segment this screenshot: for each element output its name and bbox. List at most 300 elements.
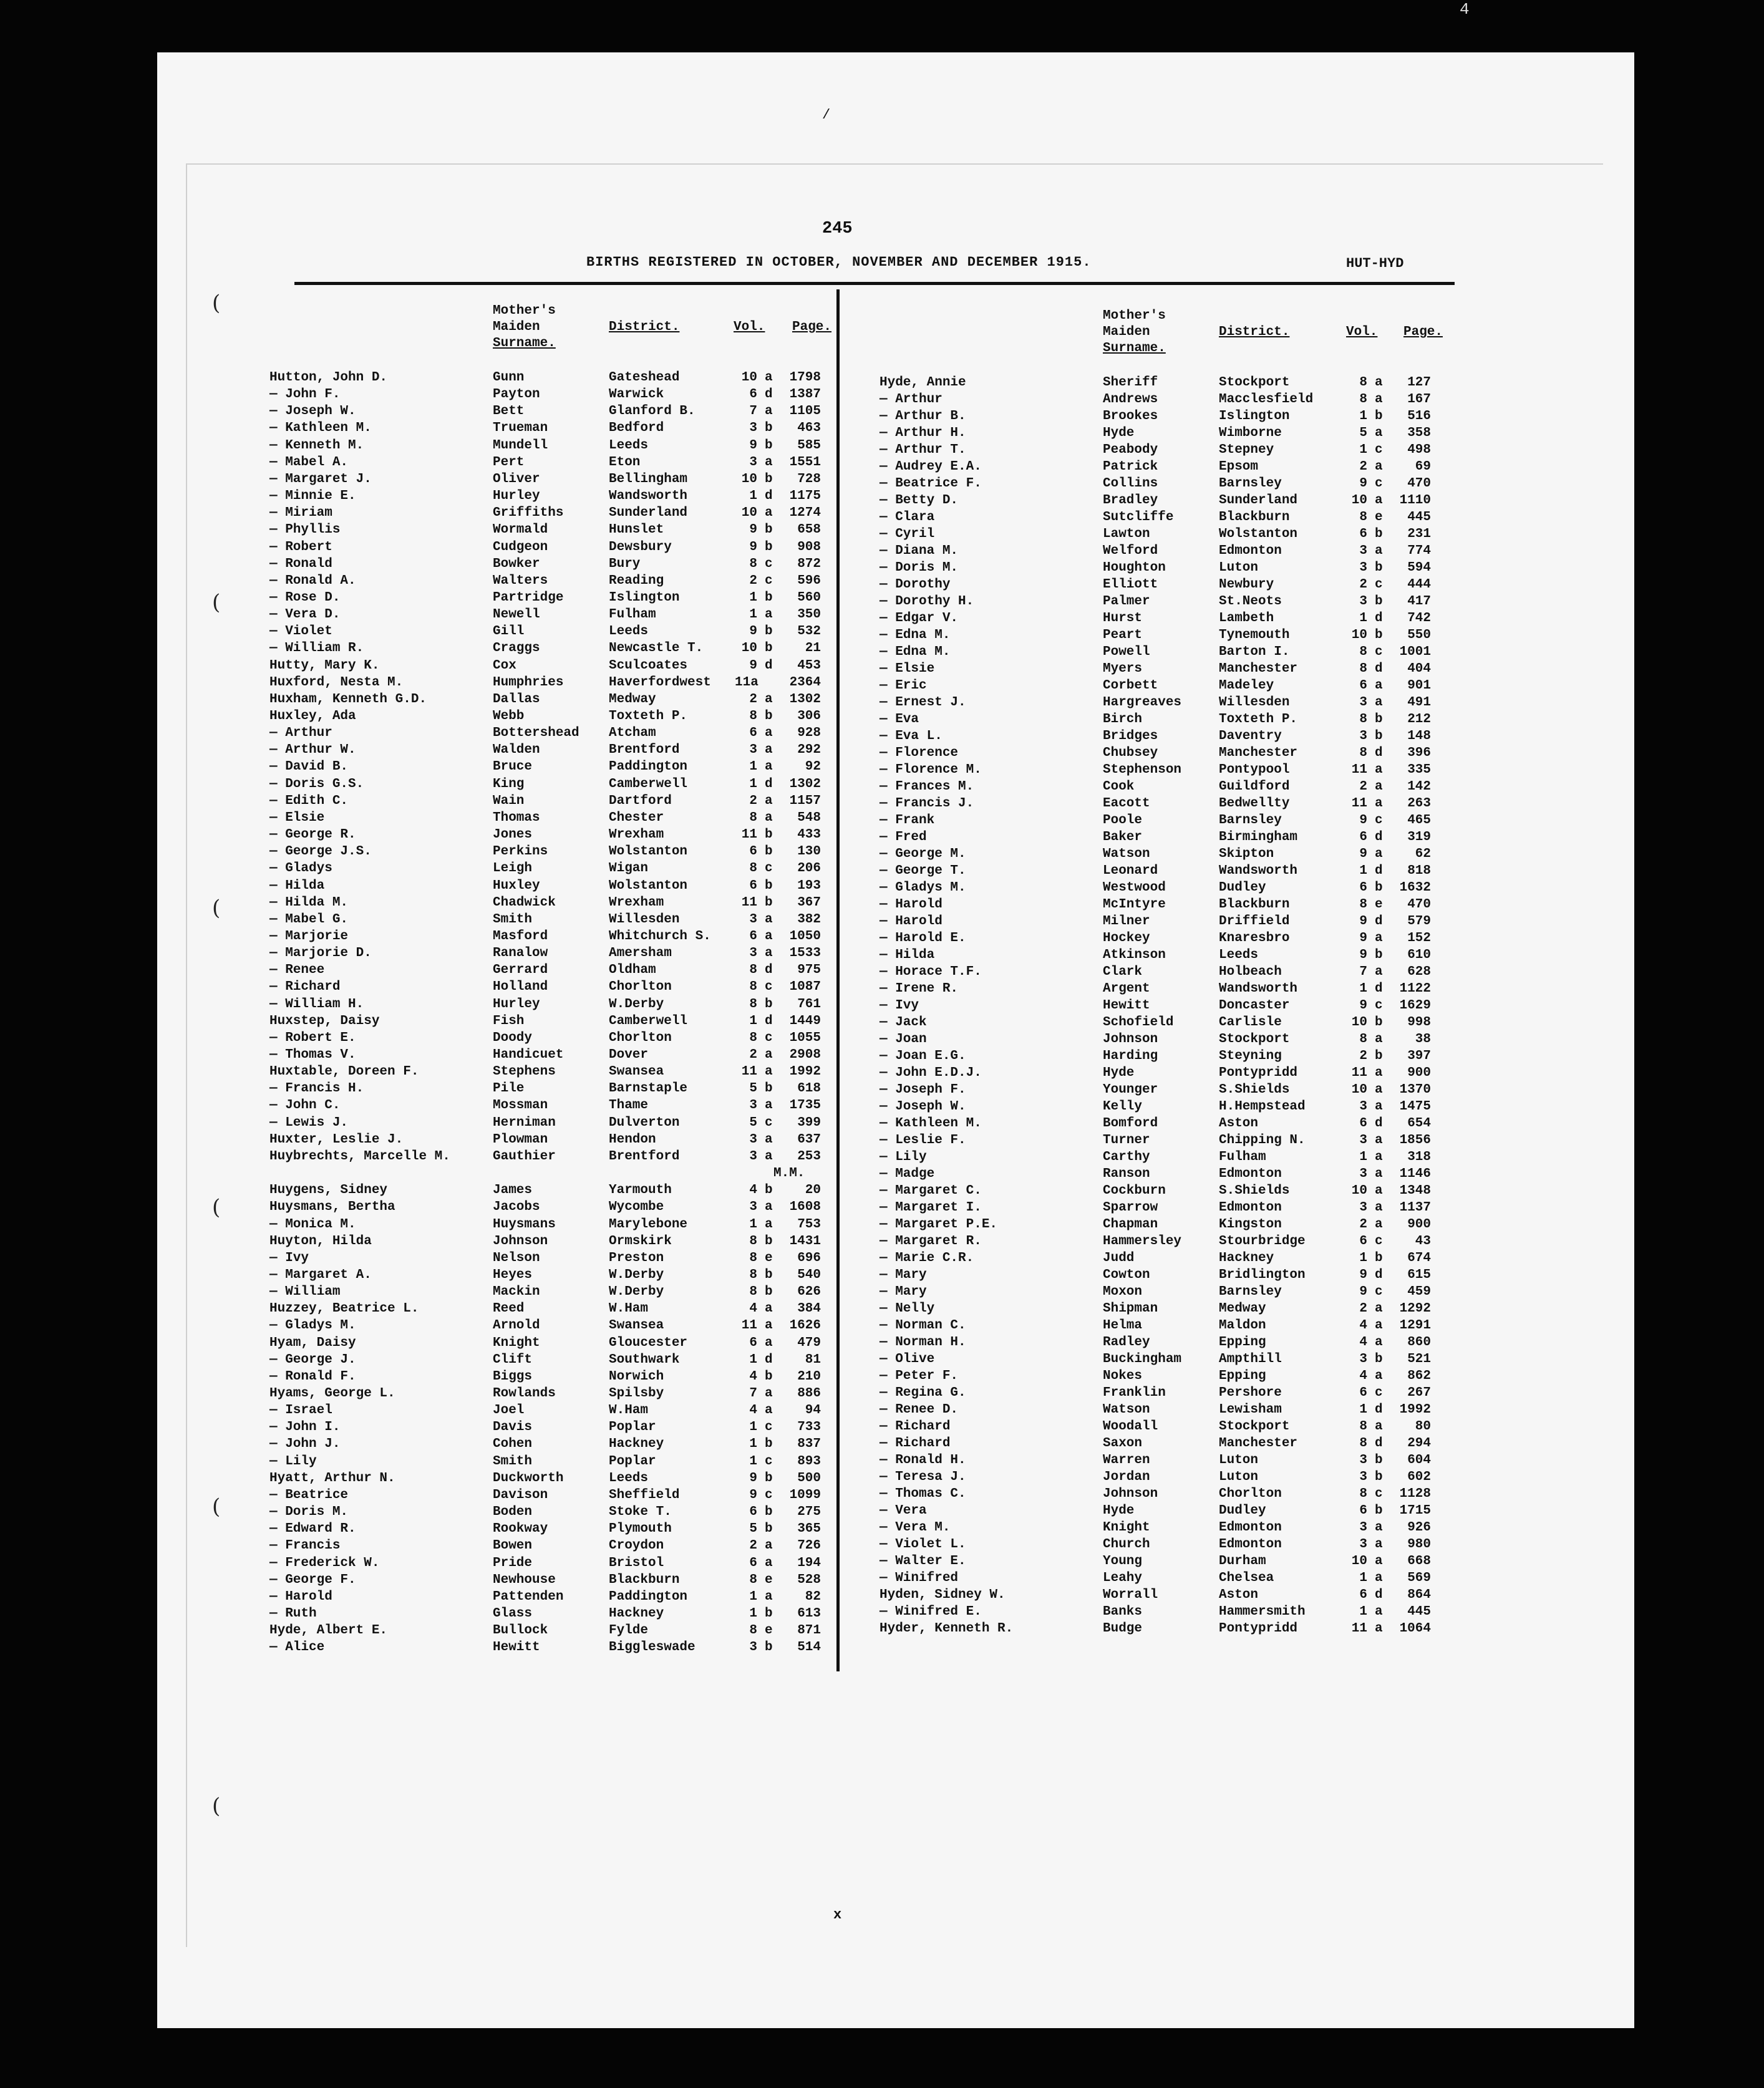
page-reference: 69	[1415, 460, 1431, 474]
mother-maiden-surname: Plowman	[493, 1132, 548, 1147]
mother-maiden-surname: Mossman	[493, 1098, 548, 1113]
volume-number: 1	[1359, 864, 1367, 878]
volume-number: 9	[749, 1471, 757, 1486]
volume-letter: a	[765, 1386, 773, 1401]
registration-district: Bellingham	[609, 471, 688, 486]
volume-letter: b	[1375, 527, 1383, 541]
mother-maiden-surname: Lawton	[1103, 527, 1150, 541]
entry-name: — Lewis J.	[269, 1115, 349, 1130]
mother-maiden-surname: James	[493, 1183, 533, 1198]
mother-maiden-surname: Poole	[1103, 813, 1143, 828]
mother-maiden-surname: Griffiths	[493, 506, 564, 521]
volume-number: 6	[749, 1335, 757, 1350]
volume-number: 10	[1351, 628, 1367, 642]
entry-name: — John E.D.J.	[880, 1066, 982, 1080]
volume-number: 8	[1359, 662, 1367, 676]
volume-number: 3	[749, 421, 757, 436]
entry-name: — Vera	[880, 1504, 927, 1518]
registration-district: Stockport	[1219, 1419, 1290, 1434]
mother-maiden-surname: Chubsey	[1103, 746, 1158, 760]
entry-name: — David B.	[269, 760, 349, 775]
entry-name: — Eric	[880, 679, 927, 693]
volume-letter: b	[1375, 409, 1383, 423]
entry-name: — Israel	[269, 1403, 332, 1418]
entry-name: — Marjorie	[269, 929, 349, 944]
mother-maiden-surname: Bridges	[1103, 729, 1158, 743]
registration-district: Islington	[609, 590, 680, 605]
volume-letter: b	[1375, 881, 1383, 895]
volume-number: 8	[1359, 510, 1367, 524]
volume-number: 3	[749, 1149, 757, 1164]
mother-maiden-surname: Pert	[493, 455, 525, 470]
entry-name: — Marjorie D.	[269, 946, 372, 961]
left-mother-header: Mother's Maiden Surname.	[493, 304, 556, 350]
volume-letter: a	[1375, 493, 1383, 508]
volume-number: 11a	[735, 675, 758, 690]
page-reference: 1533	[789, 946, 821, 961]
volume-letter: b	[765, 1471, 773, 1486]
volume-number: 9	[1359, 1268, 1367, 1282]
volume-letter: b	[1375, 1470, 1383, 1484]
page-reference: 38	[1415, 1032, 1431, 1046]
page-reference: 516	[1407, 409, 1431, 423]
volume-letter: b	[765, 1183, 773, 1198]
registration-district: Edmonton	[1219, 544, 1282, 558]
volume-letter: a	[765, 1065, 773, 1080]
registration-district: Preston	[609, 1250, 664, 1265]
entry-name: — Phyllis	[269, 523, 341, 538]
entry-name: — Frederick W.	[269, 1555, 380, 1570]
entry-name: — Richard	[880, 1436, 951, 1451]
page-reference: 1798	[789, 370, 821, 385]
volume-letter: b	[1375, 948, 1383, 962]
page-reference: 594	[1407, 561, 1431, 575]
registration-district: Hunslet	[609, 523, 664, 538]
entry-name: — Joseph W.	[880, 1100, 966, 1114]
mother-maiden-surname: Craggs	[493, 641, 540, 656]
page-reference: 1715	[1399, 1504, 1431, 1518]
left-page-header: Page.	[792, 320, 832, 334]
page-reference: 1110	[1399, 493, 1431, 508]
registration-district: Wrexham	[609, 895, 664, 910]
volume-number: 9	[1359, 847, 1367, 861]
entry-name: — Cyril	[880, 527, 935, 541]
volume-number: 6	[749, 1555, 757, 1570]
registration-district: Chorlton	[609, 1030, 672, 1045]
volume-number: 6	[1359, 1386, 1367, 1400]
mother-maiden-surname: Perkins	[493, 844, 548, 859]
registration-district: Leeds	[609, 624, 649, 639]
volume-letter: b	[765, 844, 773, 859]
entry-name: M.M.	[773, 1166, 805, 1181]
volume-number: 6	[1359, 679, 1367, 693]
entry-name: — Joan	[880, 1032, 927, 1046]
registration-district: Epping	[1219, 1335, 1266, 1350]
registration-district: Oldham	[609, 963, 656, 978]
volume-number: 7	[1359, 965, 1367, 979]
volume-number: 6	[749, 387, 757, 402]
mother-maiden-surname: Kelly	[1103, 1100, 1143, 1114]
mother-maiden-surname: Hurley	[493, 997, 540, 1012]
volume-letter: c	[765, 1420, 773, 1435]
volume-number: 3	[749, 912, 757, 927]
registration-district: Hackney	[609, 1606, 664, 1621]
registration-district: Sunderland	[1219, 493, 1298, 508]
entry-name: — Margaret A.	[269, 1267, 372, 1282]
entry-name: — Florence M.	[880, 763, 982, 777]
entry-name: Huygens, Sidney	[269, 1183, 388, 1198]
binding-mark-5: (	[212, 1494, 221, 1519]
entry-name: — Winifred	[880, 1571, 959, 1585]
registration-district: Biggleswade	[609, 1640, 695, 1655]
registration-district: Spilsby	[609, 1386, 664, 1401]
entry-name: — Gladys M.	[269, 1318, 356, 1333]
page-reference: 975	[797, 963, 821, 978]
mother-maiden-surname: Sparrow	[1103, 1201, 1158, 1215]
volume-number: 6	[749, 929, 757, 944]
mother-maiden-surname: Leonard	[1103, 864, 1158, 878]
mother-maiden-surname: Herniman	[493, 1115, 556, 1130]
page-reference: 1387	[789, 387, 821, 402]
volume-number: 8	[1359, 375, 1367, 390]
mother-maiden-surname: Birch	[1103, 712, 1143, 727]
volume-letter: d	[765, 1352, 773, 1367]
mother-maiden-surname: Corbett	[1103, 679, 1158, 693]
mother-maiden-surname: Bottershead	[493, 726, 579, 741]
page-reference: 864	[1407, 1588, 1431, 1602]
registration-district: Islington	[1219, 409, 1290, 423]
mother-maiden-surname: Partridge	[493, 590, 564, 605]
entry-name: Hyde, Albert E.	[269, 1623, 388, 1638]
volume-letter: b	[1375, 1504, 1383, 1518]
page-reference: 142	[1407, 780, 1431, 794]
volume-number: 3	[1359, 1470, 1367, 1484]
volume-letter: a	[765, 1318, 773, 1333]
mother-maiden-surname: Wormald	[493, 523, 548, 538]
mother-maiden-surname: Hargreaves	[1103, 695, 1182, 710]
volume-letter: b	[765, 1522, 773, 1537]
volume-letter: d	[1375, 611, 1383, 626]
entry-name: — Arthur B.	[880, 409, 966, 423]
entry-name: — John C.	[269, 1098, 341, 1113]
volume-letter: b	[765, 539, 773, 554]
volume-number: 9	[1359, 998, 1367, 1013]
mother-maiden-surname: Leahy	[1103, 1571, 1143, 1585]
volume-letter: d	[765, 1013, 773, 1028]
page-reference: 1608	[789, 1200, 821, 1215]
entry-name: — William R.	[269, 641, 364, 656]
volume-letter: d	[1375, 1268, 1383, 1282]
volume-letter: a	[765, 760, 773, 775]
entry-name: — Harold	[880, 914, 943, 929]
page-number: 245	[822, 220, 853, 238]
volume-letter: d	[765, 963, 773, 978]
entry-name: — Beatrice	[269, 1487, 349, 1502]
registration-district: Dudley	[1219, 1504, 1266, 1518]
mother-maiden-surname: Rookway	[493, 1522, 548, 1537]
mother-maiden-surname: Young	[1103, 1554, 1143, 1568]
entry-name: — Arthur T.	[880, 443, 966, 457]
page-reference: 404	[1407, 662, 1431, 676]
entry-name: — Richard	[269, 980, 341, 995]
entry-name: Huybrechts, Marcelle M.	[269, 1149, 450, 1164]
registration-district: Edmonton	[1219, 1167, 1282, 1181]
registration-district: Bridlington	[1219, 1268, 1306, 1282]
volume-letter: a	[1375, 847, 1383, 861]
volume-number: 1	[749, 1454, 757, 1469]
volume-number: 9	[749, 523, 757, 538]
page-reference: 500	[797, 1471, 821, 1486]
entry-name: — Eva	[880, 712, 919, 727]
entry-name: — Ivy	[880, 998, 919, 1013]
mother-maiden-surname: Brookes	[1103, 409, 1158, 423]
page-reference: 1105	[789, 404, 821, 419]
corner-mark: 4	[1460, 0, 1470, 19]
registration-district: Chelsea	[1219, 1571, 1274, 1585]
entry-name: — Marie C.R.	[880, 1251, 974, 1265]
volume-number: 4	[1359, 1335, 1367, 1350]
page-reference: 818	[1407, 864, 1431, 878]
page-reference: 604	[1407, 1453, 1431, 1467]
mother-maiden-surname: Schofield	[1103, 1015, 1174, 1030]
volume-number: 2	[1359, 780, 1367, 794]
volume-letter: a	[1375, 460, 1383, 474]
volume-letter: a	[765, 1149, 773, 1164]
mother-maiden-surname: Hewitt	[1103, 998, 1150, 1013]
page-reference: 253	[797, 1149, 821, 1164]
entry-name: — Thomas V.	[269, 1048, 356, 1062]
mother-maiden-surname: Cowton	[1103, 1268, 1150, 1282]
volume-letter: e	[1375, 510, 1383, 524]
volume-letter: a	[765, 1403, 773, 1418]
volume-number: 1	[749, 1352, 757, 1367]
volume-number: 2	[749, 793, 757, 808]
entry-name: Huxham, Kenneth G.D.	[269, 692, 427, 707]
mother-maiden-surname: Sutcliffe	[1103, 510, 1174, 524]
volume-letter: b	[765, 1437, 773, 1452]
registration-district: Ormskirk	[609, 1234, 672, 1249]
mother-maiden-surname: Reed	[493, 1302, 525, 1317]
entry-name: — Edith C.	[269, 793, 349, 808]
mother-maiden-surname: Carthy	[1103, 1150, 1150, 1164]
volume-letter: a	[1375, 679, 1383, 693]
entry-name: — George T.	[880, 864, 966, 878]
mother-maiden-surname: Knight	[493, 1335, 540, 1350]
registration-district: Hackney	[1219, 1251, 1274, 1265]
entry-name: Huxley, Ada	[269, 709, 356, 723]
page-reference: 212	[1407, 712, 1431, 727]
mother-maiden-surname: Worrall	[1103, 1588, 1158, 1602]
volume-letter: b	[765, 709, 773, 723]
registration-district: Barnsley	[1219, 813, 1282, 828]
entry-name: — Minnie E.	[269, 489, 356, 504]
entry-name: — Hilda M.	[269, 895, 349, 910]
volume-letter: a	[765, 455, 773, 470]
entry-name: — Elsie	[880, 662, 935, 676]
mother-maiden-surname: Bowen	[493, 1539, 533, 1554]
volume-letter: b	[765, 878, 773, 893]
volume-letter: c	[765, 556, 773, 571]
page-reference: 628	[1407, 965, 1431, 979]
volume-number: 2	[1359, 460, 1367, 474]
volume-number: 2	[1359, 1217, 1367, 1232]
mother-maiden-surname: Pattenden	[493, 1589, 564, 1604]
page-reference: 928	[797, 726, 821, 741]
mother-maiden-surname: Gill	[493, 624, 525, 639]
mother-maiden-surname: Payton	[493, 387, 540, 402]
registration-district: Swansea	[609, 1065, 664, 1080]
volume-letter: a	[765, 692, 773, 707]
registration-district: Brentford	[609, 743, 680, 758]
registration-district: Sunderland	[609, 506, 688, 521]
mother-maiden-surname: McIntyre	[1103, 897, 1166, 912]
volume-letter: b	[1375, 1352, 1383, 1366]
page-reference: 335	[1407, 763, 1431, 777]
registration-district: Pontypridd	[1219, 1066, 1298, 1080]
entry-name: Huxter, Leslie J.	[269, 1132, 404, 1147]
volume-number: 3	[749, 1200, 757, 1215]
volume-number: 8	[749, 1234, 757, 1249]
volume-number: 6	[1359, 527, 1367, 541]
volume-letter: d	[765, 387, 773, 402]
volume-letter: e	[765, 1250, 773, 1265]
mother-maiden-surname: Milner	[1103, 914, 1150, 929]
mother-maiden-surname: Cockburn	[1103, 1184, 1166, 1198]
volume-letter: c	[765, 1115, 773, 1130]
volume-number: 8	[1359, 712, 1367, 727]
volume-letter: b	[765, 641, 773, 656]
registration-district: Pershore	[1219, 1386, 1282, 1400]
mother-maiden-surname: Bradley	[1103, 493, 1158, 508]
volume-letter: a	[765, 946, 773, 961]
volume-number: 1	[749, 776, 757, 791]
volume-letter: b	[765, 624, 773, 639]
volume-number: 1	[749, 1013, 757, 1028]
entry-name: — Francis	[269, 1539, 341, 1554]
registration-district: Poplar	[609, 1420, 656, 1435]
page-reference: 92	[805, 760, 821, 775]
volume-letter: a	[1375, 1184, 1383, 1198]
page-reference: 1137	[1399, 1201, 1431, 1215]
page-reference: 1370	[1399, 1083, 1431, 1097]
volume-letter: b	[765, 1081, 773, 1096]
entry-name: — Ronald H.	[880, 1453, 966, 1467]
volume-letter: a	[1375, 1520, 1383, 1535]
mother-maiden-surname: Pride	[493, 1555, 533, 1570]
volume-number: 9	[1359, 931, 1367, 945]
registration-district: Ampthill	[1219, 1352, 1282, 1366]
entry-name: — Betty D.	[880, 493, 959, 508]
page-reference: 267	[1407, 1386, 1431, 1400]
volume-number: 3	[1359, 1100, 1367, 1114]
volume-letter: a	[765, 929, 773, 944]
volume-letter: b	[765, 523, 773, 538]
volume-number: 8	[749, 1030, 757, 1045]
volume-letter: c	[765, 861, 773, 876]
volume-number: 10	[741, 471, 757, 486]
registration-district: H.Hempstead	[1219, 1100, 1306, 1114]
mother-maiden-surname: Woodall	[1103, 1419, 1158, 1434]
mother-maiden-surname: Doody	[493, 1030, 533, 1045]
entry-name: — Gladys	[269, 861, 332, 876]
entry-name: — Margaret J.	[269, 471, 372, 486]
binding-mark-4: (	[212, 1195, 221, 1220]
mother-maiden-surname: Huysmans	[493, 1217, 556, 1232]
page-reference: 2364	[789, 675, 821, 690]
volume-letter: b	[1375, 561, 1383, 575]
entry-name: — Robert E.	[269, 1030, 356, 1045]
right-vol-header: Vol.	[1346, 325, 1378, 339]
page-reference: 384	[797, 1302, 821, 1317]
volume-number: 1	[749, 607, 757, 622]
entry-name: — George R.	[269, 828, 356, 843]
page-reference: 417	[1407, 594, 1431, 609]
volume-number: 8	[1359, 645, 1367, 659]
registration-district: Atcham	[609, 726, 656, 741]
registration-district: Carlisle	[1219, 1015, 1282, 1030]
volume-number: 3	[1359, 1537, 1367, 1552]
registration-district: Aston	[1219, 1588, 1259, 1602]
entry-name: Hutton, John D.	[269, 370, 388, 385]
entry-name: — Irene R.	[880, 982, 959, 996]
registration-district: Wandsworth	[609, 489, 688, 504]
mother-maiden-surname: Glass	[493, 1606, 533, 1621]
registration-district: Stoke T.	[609, 1505, 672, 1520]
entry-name: Huxford, Nesta M.	[269, 675, 404, 690]
volume-letter: c	[1375, 443, 1383, 457]
entry-name: — Mary	[880, 1285, 927, 1299]
mother-maiden-surname: Hockey	[1103, 931, 1150, 945]
mother-maiden-surname: Thomas	[493, 810, 540, 825]
entry-name: — Edward R.	[269, 1522, 356, 1537]
mother-maiden-surname: Ranson	[1103, 1167, 1150, 1181]
volume-number: 8	[749, 980, 757, 995]
entry-name: — Dorothy H.	[880, 594, 974, 609]
volume-number: 1	[749, 1217, 757, 1232]
volume-number: 11	[1351, 1622, 1367, 1636]
volume-number: 8	[749, 1285, 757, 1300]
volume-number: 8	[749, 997, 757, 1012]
registration-district: Bedwellty	[1219, 796, 1290, 811]
mother-maiden-surname: Trueman	[493, 421, 548, 436]
mother-maiden-surname: Jones	[493, 828, 533, 843]
right-district-header: District.	[1219, 325, 1290, 339]
volume-letter: a	[1375, 1369, 1383, 1383]
volume-letter: b	[1375, 1049, 1383, 1063]
volume-letter: b	[765, 895, 773, 910]
volume-number: 4	[749, 1403, 757, 1418]
entry-name: — Edgar V.	[880, 611, 959, 626]
mother-maiden-surname: Gunn	[493, 370, 525, 385]
entry-name: — Arthur	[880, 392, 943, 407]
entry-name: — Beatrice F.	[880, 476, 982, 491]
volume-letter: b	[1375, 729, 1383, 743]
mother-maiden-surname: Biggs	[493, 1369, 533, 1384]
page-reference: 926	[1407, 1520, 1431, 1535]
page-reference: 365	[797, 1522, 821, 1537]
mother-maiden-surname: Cudgeon	[493, 539, 548, 554]
entry-name: Huxtable, Doreen F.	[269, 1065, 419, 1080]
entry-name: — Ivy	[269, 1250, 309, 1265]
volume-letter: d	[765, 658, 773, 673]
page-reference: 21	[805, 641, 821, 656]
registration-district: Newcastle T.	[609, 641, 704, 656]
volume-number: 5	[749, 1115, 757, 1130]
volume-letter: d	[1375, 1588, 1383, 1602]
volume-number: 9	[1359, 948, 1367, 962]
page-reference: 596	[797, 573, 821, 588]
mother-maiden-surname: Sheriff	[1103, 375, 1158, 390]
